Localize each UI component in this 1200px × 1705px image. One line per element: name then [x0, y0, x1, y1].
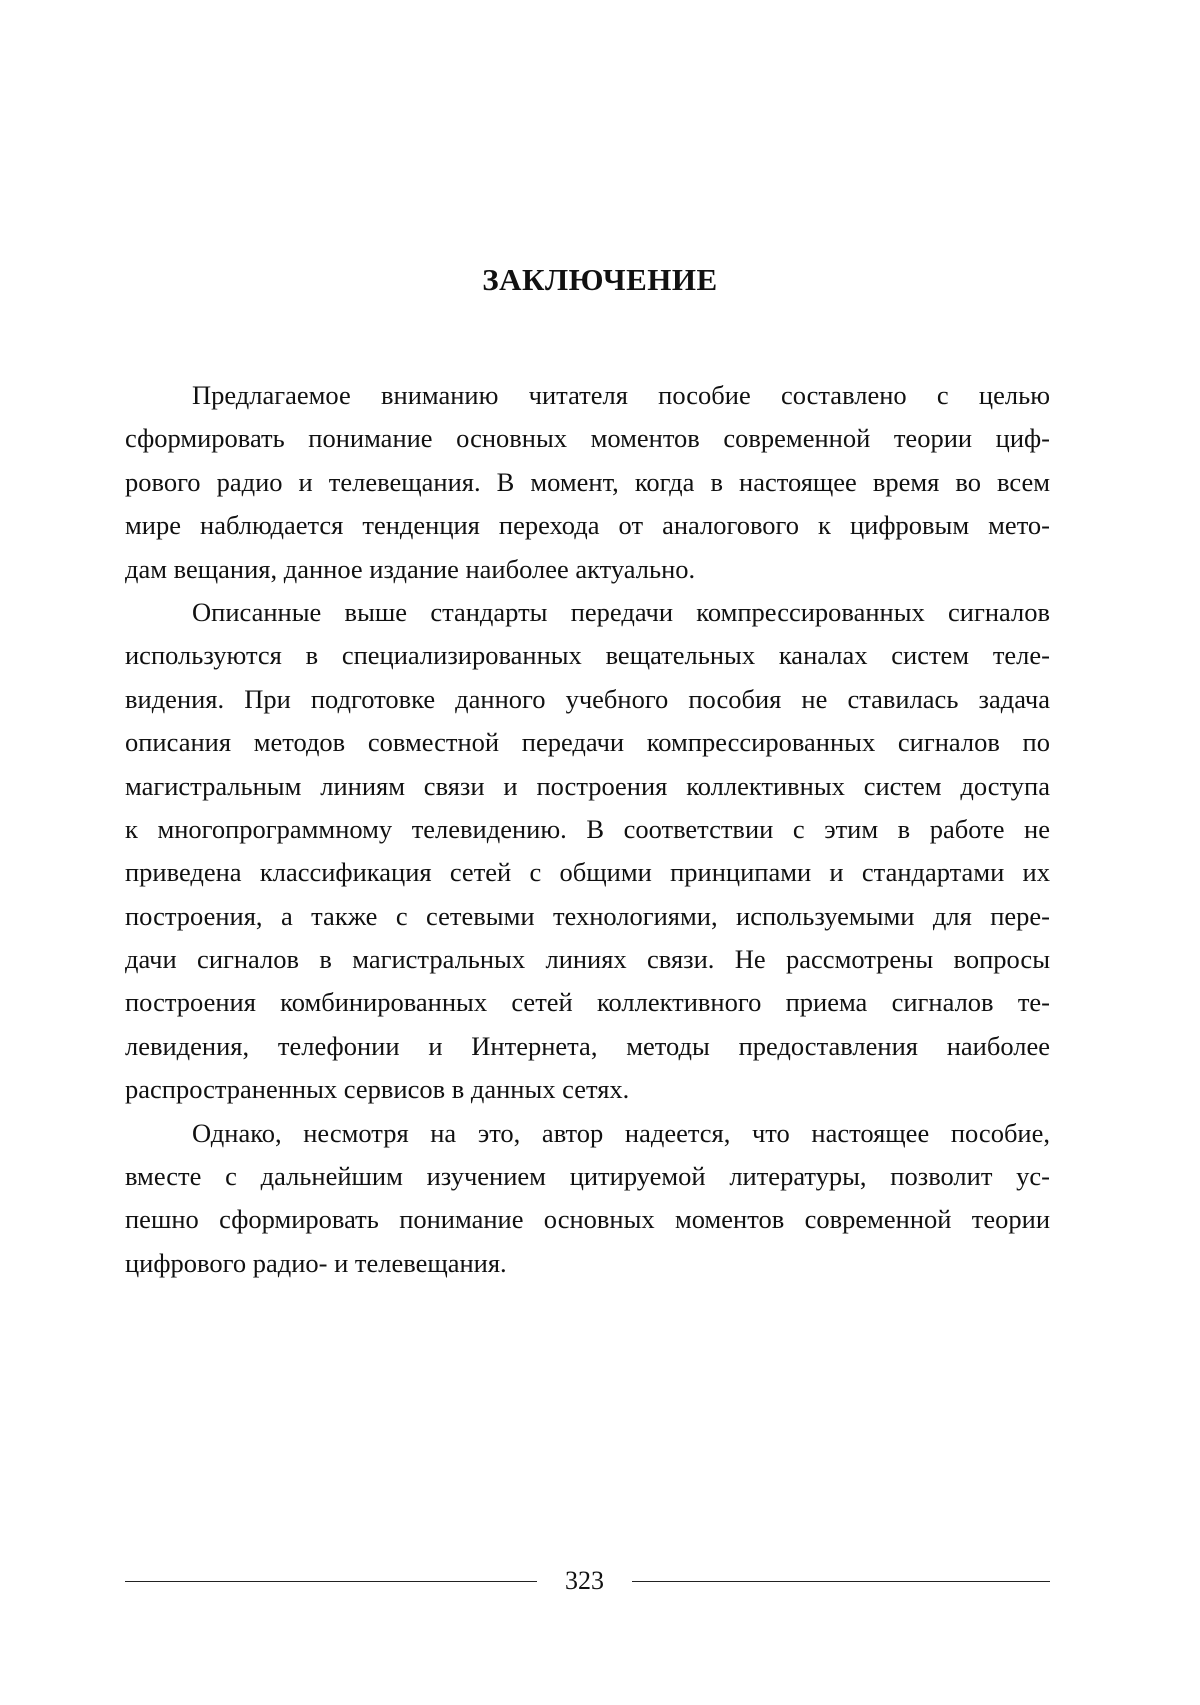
footer-rule-left [125, 1581, 537, 1582]
paragraph-1 [125, 374, 1050, 591]
paragraph-2 [125, 591, 1050, 1112]
text-line: описания методов совместной передачи компрессированных сигналов по [125, 721, 1050, 764]
text-line: дачи сигналов в магистральных линиях связи. Не рассмотрены вопросы [125, 938, 1050, 981]
paragraph-3 [125, 1112, 1050, 1286]
text-line: к многопрограммному телевидению. В соответствии с этим в работе не [125, 808, 1050, 851]
page-footer [125, 1566, 1050, 1596]
text-line: распространенных сервисов в данных сетях. [125, 1068, 1050, 1111]
text-line: пешно сформировать понимание основных моментов современной теории [125, 1198, 1050, 1241]
text-line: видения. При подготовке данного учебного пособия не ставилась задача [125, 678, 1050, 721]
text-line: приведена классификация сетей с общими принципами и стандартами их [125, 851, 1050, 894]
text-line: сформировать понимание основных моментов современной теории циф- [125, 417, 1050, 460]
text-line: Описанные выше стандарты передачи компрессированных сигналов [125, 591, 1050, 634]
page-title: ЗАКЛЮЧЕНИЕ [0, 262, 1200, 298]
text-line: построения комбинированных сетей коллективного приема сигналов те- [125, 981, 1050, 1024]
body-text [125, 374, 1050, 1285]
text-line: цифрового радио- и телевещания. [125, 1242, 1050, 1285]
text-line: левидения, телефонии и Интернета, методы предоставления наиболее [125, 1025, 1050, 1068]
text-line: магистральным линиям связи и построения коллективных систем доступа [125, 765, 1050, 808]
text-line: мире наблюдается тенденция перехода от аналогового к цифровым мето- [125, 504, 1050, 547]
page-number: 323 [537, 1566, 632, 1596]
book-page [0, 0, 1200, 1705]
text-line: рового радио и телевещания. В момент, когда в настоящее время во всем [125, 461, 1050, 504]
text-line: вместе с дальнейшим изучением цитируемой литературы, позволит ус- [125, 1155, 1050, 1198]
footer-rule-right [632, 1581, 1050, 1582]
text-line: построения, а также с сетевыми технологиями, используемыми для пере- [125, 895, 1050, 938]
text-line: используются в специализированных вещательных каналах систем теле- [125, 634, 1050, 677]
text-line: Однако, несмотря на это, автор надеется, что настоящее пособие, [125, 1112, 1050, 1155]
text-line: Предлагаемое вниманию читателя пособие составлено с целью [125, 374, 1050, 417]
text-line: дам вещания, данное издание наиболее актуально. [125, 548, 1050, 591]
